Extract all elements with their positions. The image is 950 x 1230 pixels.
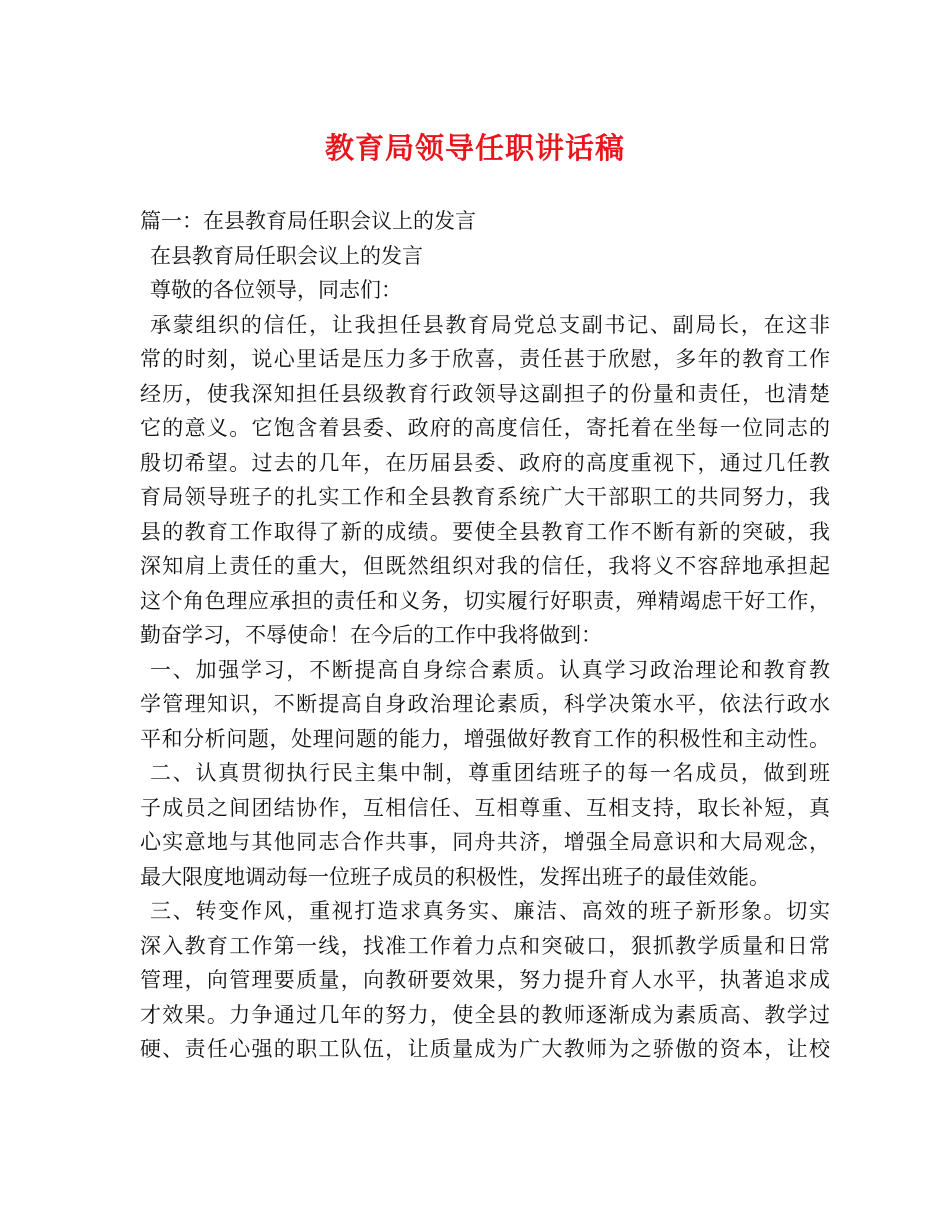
body-line: 二、认真贯彻执行民主集中制，尊重团结班子的每一名成员，做到班 [150,761,830,785]
body-line: 心实意地与其他同志合作共事，同舟共济，增强全局意识和大局观念， [140,830,830,854]
body-line: 三、转变作风，重视打造求真务实、廉洁、高效的班子新形象。切实 [150,899,830,923]
body-line: 勤奋学习，不辱使命！在今后的工作中我将做到： [140,623,602,647]
document-title: 教育局领导任职讲话稿 [324,131,625,165]
body-line: 在县教育局任职会议上的发言 [150,243,423,268]
body-line: 学管理知识，不断提高自身政治理论素质，科学决策水平，依法行政水 [140,692,830,716]
body-line: 最大限度地调动每一位班子成员的积极性，发挥出班子的最佳效能。 [140,864,770,889]
document-body [140,204,830,1067]
body-line: 一、加强学习，不断提高自身综合素质。认真学习政治理论和教育教 [150,657,830,682]
body-line: 常的时刻，说心里话是压力多于欣喜，责任甚于欣慰，多年的教育工作 [140,347,830,371]
body-line: 县的教育工作取得了新的成绩。要使全县教育工作不断有新的突破，我 [140,519,830,544]
body-line: 平和分析问题，处理问题的能力，增强做好教育工作的积极性和主动性。 [140,726,830,751]
body-line: 深入教育工作第一线，找准工作着力点和突破口，狠抓教学质量和日常 [140,933,830,958]
body-line: 育局领导班子的扎实工作和全县教育系统广大干部职工的共同努力，我 [140,485,830,509]
body-line: 子成员之间团结协作，互相信任、互相尊重、互相支持，取长补短，真 [140,795,830,820]
body-line: 深知肩上责任的重大，但既然组织对我的信任，我将义不容辞地承担起 [140,554,830,578]
body-line: 这个角色理应承担的责任和义务，切实履行好职责，殚精竭虑干好工作， [140,588,830,613]
body-line: 承蒙组织的信任，让我担任县教育局党总支副书记、副局长，在这非 [150,312,830,337]
body-line: 殷切希望。过去的几年，在历届县委、政府的高度重视下，通过几任教 [140,450,830,475]
body-line: 尊敬的各位领导，同志们： [150,278,402,302]
body-line: 它的意义。它饱含着县委、政府的高度信任，寄托着在坐每一位同志的 [140,416,830,440]
body-line: 经历，使我深知担任县级教育行政领导这副担子的份量和责任，也清楚 [140,381,830,406]
body-line: 篇一：在县教育局任职会议上的发言 [140,209,476,233]
body-line: 管理，向管理要质量，向教研要效果，努力提升育人水平，执著追求成 [140,968,830,992]
body-line: 硬、责任心强的职工队伍，让质量成为广大教师为之骄傲的资本，让校 [140,1037,830,1061]
body-line: 才效果。力争通过几年的努力，使全县的教师逐渐成为素质高、教学过 [140,1002,830,1027]
